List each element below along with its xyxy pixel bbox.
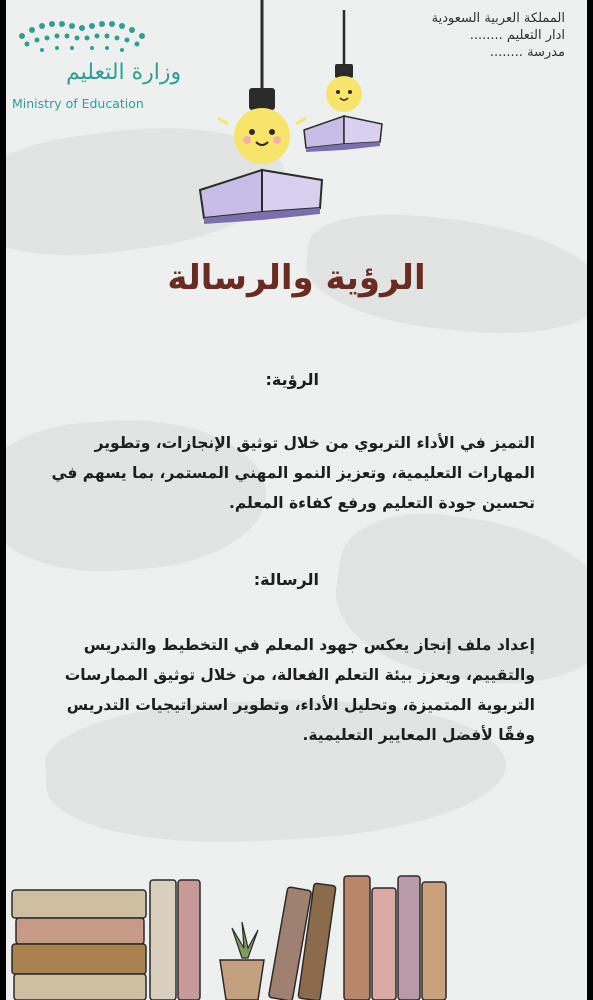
books-stack-icon bbox=[268, 876, 446, 1000]
mission-heading: الرسالة: bbox=[253, 570, 319, 589]
lightbulb-book-illustration bbox=[186, 0, 406, 230]
vision-heading: الرؤية: bbox=[265, 370, 319, 389]
open-book-icon bbox=[200, 170, 322, 224]
logo-english-text: Ministry of Education bbox=[12, 96, 144, 111]
header-school: مدرسة ........ bbox=[489, 45, 565, 60]
open-book-icon bbox=[304, 116, 382, 152]
page-title: الرؤية والرسالة bbox=[167, 258, 426, 298]
lightbulb-icon bbox=[218, 0, 306, 164]
vision-text: التميز في الأداء التربوي من خلال توثيق الإنجازات، وتطوير المهارات التعليمية، وتعزيز النمو المهني المستمر، بما يسهم في تحسين جودة التعليم ورفع كفاءة المعلم. bbox=[51, 434, 535, 512]
header-country: المملكة العربية السعودية bbox=[431, 11, 565, 26]
plant-icon bbox=[220, 922, 264, 1000]
page bbox=[6, 0, 587, 1000]
mission-text: إعداد ملف إنجاز يعكس جهود المعلم في التخطيط والتدريس والتقييم، ويعزز بيئة التعلم الفعالة، من خلال توثيق الممارسات التربوية المتميزة، وتحليل الأداء، وتطوير استراتيجيات التدريس وفقًا لأفضل المعايير التعليمية. bbox=[64, 636, 535, 744]
logo-arabic-text: وزارة التعليم bbox=[66, 60, 182, 85]
books-stack-illustration bbox=[6, 870, 587, 1000]
header-block bbox=[432, 10, 565, 61]
header-education-admin: ادار التعليم ........ bbox=[469, 28, 565, 43]
ministry-logo-mark bbox=[12, 14, 152, 62]
books-stack-icon bbox=[12, 880, 200, 1000]
lightbulb-icon bbox=[326, 10, 362, 112]
